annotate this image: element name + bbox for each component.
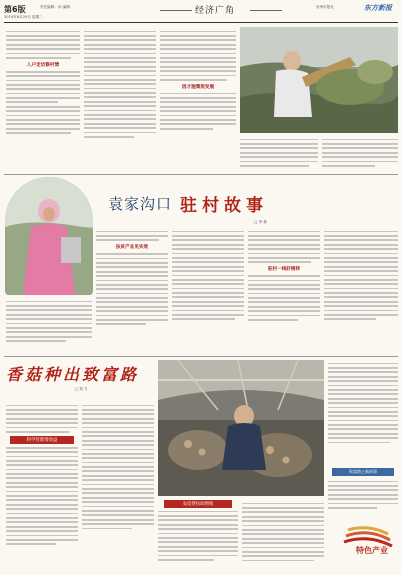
section-rule-1 — [4, 174, 398, 175]
subhead-industry: 扶贫产业见实效 — [115, 245, 149, 251]
feature-column-4 — [324, 228, 398, 352]
masthead-rule-right — [250, 10, 282, 11]
subhead-model: 驻村一线好榜样 — [267, 267, 301, 273]
feature-title — [108, 186, 268, 220]
feature-column-1 — [96, 228, 168, 352]
corner-badge — [338, 524, 398, 572]
newspaper-logo: 东方新报 — [364, 3, 392, 12]
photo-farmer-field — [240, 27, 398, 133]
bottom-column-2 — [82, 402, 154, 572]
subhead-talent: 因才施策促发展 — [181, 84, 215, 90]
masthead — [0, 0, 402, 24]
feature-column-0 — [6, 298, 92, 352]
feature-byline: □ 李 林 — [254, 220, 267, 224]
feature-title-left: 袁家沟口 — [108, 194, 173, 213]
bottom-title-block — [6, 362, 156, 396]
feature-column-3 — [248, 228, 320, 352]
bottom-column-3 — [158, 500, 238, 572]
page-number: 第6版 — [4, 5, 26, 14]
article-middle-column — [160, 28, 236, 170]
editor-line: 责任编辑：孙 编辑 — [40, 5, 70, 9]
feature-column-2 — [172, 228, 244, 352]
article-left-column-2 — [84, 28, 156, 170]
woman-photo-graphic — [5, 177, 93, 295]
bottom-column-1 — [6, 402, 78, 572]
section-rule-2 — [4, 356, 398, 357]
photo-woman-pink — [5, 177, 93, 295]
date-line: 2019年8月29日 星期二 — [4, 15, 43, 19]
box-right-heading: 致富路上新故事 — [332, 468, 394, 476]
corner-badge-title: 特色产业 — [356, 546, 388, 555]
article-right-column-2 — [322, 136, 398, 172]
section-title: 经济广角 — [195, 6, 236, 16]
farmer-photo-graphic — [240, 27, 398, 133]
article-left-column — [6, 28, 80, 170]
bottom-byline: □ 刘 力 — [74, 387, 88, 391]
article-right-column — [240, 136, 318, 172]
subhead-tech-help: 农技帮扶助增收 — [164, 500, 232, 508]
masthead-rule-left — [160, 10, 192, 11]
mushroom-photo-graphic — [158, 360, 324, 496]
masthead-rule — [4, 22, 398, 23]
bottom-title: 香菇种出致富路 — [6, 365, 140, 384]
bottom-column-6 — [328, 478, 398, 522]
feature-title-right: 驻村故事 — [180, 195, 269, 216]
bottom-column-4 — [242, 500, 324, 572]
bottom-column-5 — [328, 360, 398, 464]
photo-mushroom-greenhouse — [158, 360, 324, 496]
subhead-visit: 入户走访察村情 — [26, 62, 60, 68]
subhead-management: 科学管理增效益 — [10, 436, 74, 444]
masthead-right-info: 崇州市报社 — [316, 5, 334, 9]
